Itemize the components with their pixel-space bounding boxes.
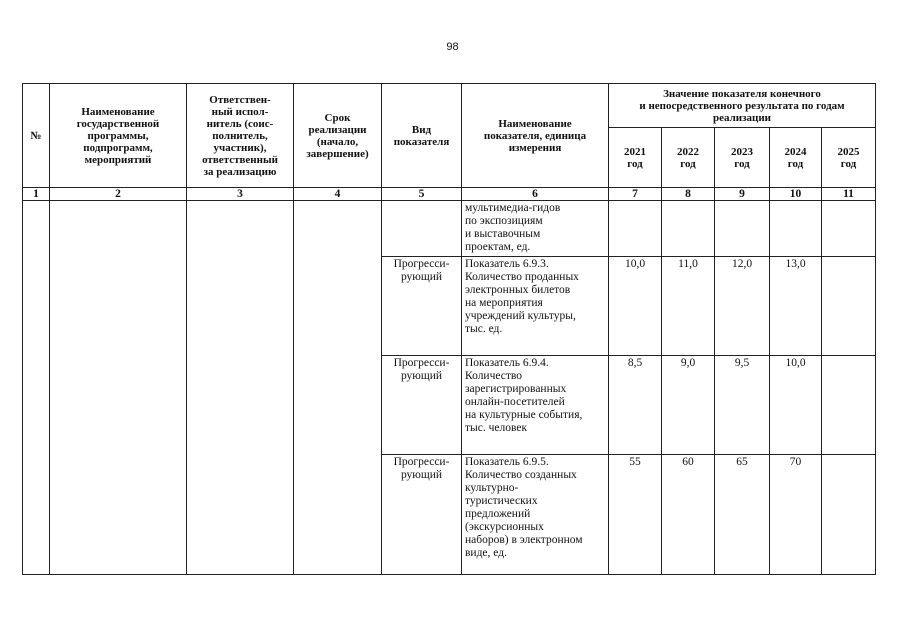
cell-value-2022 <box>662 201 715 257</box>
cell-value-2023: 12,0 <box>715 257 770 356</box>
cell-value-2021 <box>609 201 662 257</box>
cell-value-2024 <box>770 201 822 257</box>
table-row <box>23 201 876 257</box>
column-number: 7 <box>609 188 662 201</box>
cell-value-2021: 10,0 <box>609 257 662 356</box>
cell-term <box>294 201 382 575</box>
cell-indicator: Показатель 6.9.3. Количество проданных электронных билетов на мероприятия учреждений культуры, тыс. ед. <box>462 257 609 356</box>
cell-value-2022: 9,0 <box>662 356 715 455</box>
column-number: 8 <box>662 188 715 201</box>
header-year-2025: 2025 год <box>822 128 876 188</box>
header-responsible: Ответствен- ный испол- нитель (соис- полнитель, участник), ответственный за реализацию <box>187 84 294 188</box>
cell-responsible <box>187 201 294 575</box>
indicators-table <box>22 83 876 575</box>
cell-indicator: мультимедиа-гидов по экспозициям и выставочным проектам, ед. <box>462 201 609 257</box>
cell-no <box>23 201 50 575</box>
cell-value-2023: 9,5 <box>715 356 770 455</box>
column-number: 5 <box>382 188 462 201</box>
header-year-2024: 2024 год <box>770 128 822 188</box>
header-year-2023: 2023 год <box>715 128 770 188</box>
cell-program <box>50 201 187 575</box>
cell-value-2025 <box>822 201 876 257</box>
column-number: 2 <box>50 188 187 201</box>
cell-value-2025 <box>822 257 876 356</box>
header-year-2021: 2021 год <box>609 128 662 188</box>
header-term: Срок реализации (начало, завершение) <box>294 84 382 188</box>
cell-indicator: Показатель 6.9.4. Количество зарегистрированных онлайн-посетителей на культурные события, тыс. человек <box>462 356 609 455</box>
cell-value-2024: 13,0 <box>770 257 822 356</box>
cell-value-2023 <box>715 201 770 257</box>
cell-value-2021: 55 <box>609 455 662 575</box>
cell-indicator: Показатель 6.9.5. Количество созданных культурно- туристических предложений (экскурсионных наборов) в электронном виде, ед. <box>462 455 609 575</box>
header-kind: Вид показателя <box>382 84 462 188</box>
cell-kind: Прогресси- рующий <box>382 455 462 575</box>
header-program: Наименование государственной программы, подпрограмм, мероприятий <box>50 84 187 188</box>
column-number: 4 <box>294 188 382 201</box>
header-no: № <box>23 84 50 188</box>
header-values: Значение показателя конечного и непосредственного результата по годам реализации <box>609 84 876 128</box>
cell-value-2024: 10,0 <box>770 356 822 455</box>
column-number: 3 <box>187 188 294 201</box>
cell-kind <box>382 201 462 257</box>
cell-value-2023: 65 <box>715 455 770 575</box>
header-year-2022: 2022 год <box>662 128 715 188</box>
column-number: 10 <box>770 188 822 201</box>
cell-value-2022: 60 <box>662 455 715 575</box>
cell-kind: Прогресси- рующий <box>382 257 462 356</box>
cell-kind: Прогресси- рующий <box>382 356 462 455</box>
page-number: 98 <box>446 41 459 53</box>
cell-value-2021: 8,5 <box>609 356 662 455</box>
column-number: 1 <box>23 188 50 201</box>
column-number: 11 <box>822 188 876 201</box>
cell-value-2022: 11,0 <box>662 257 715 356</box>
column-number: 9 <box>715 188 770 201</box>
header-indicator: Наименование показателя, единица измерения <box>462 84 609 188</box>
column-number: 6 <box>462 188 609 201</box>
cell-value-2024: 70 <box>770 455 822 575</box>
cell-value-2025 <box>822 356 876 455</box>
cell-value-2025 <box>822 455 876 575</box>
